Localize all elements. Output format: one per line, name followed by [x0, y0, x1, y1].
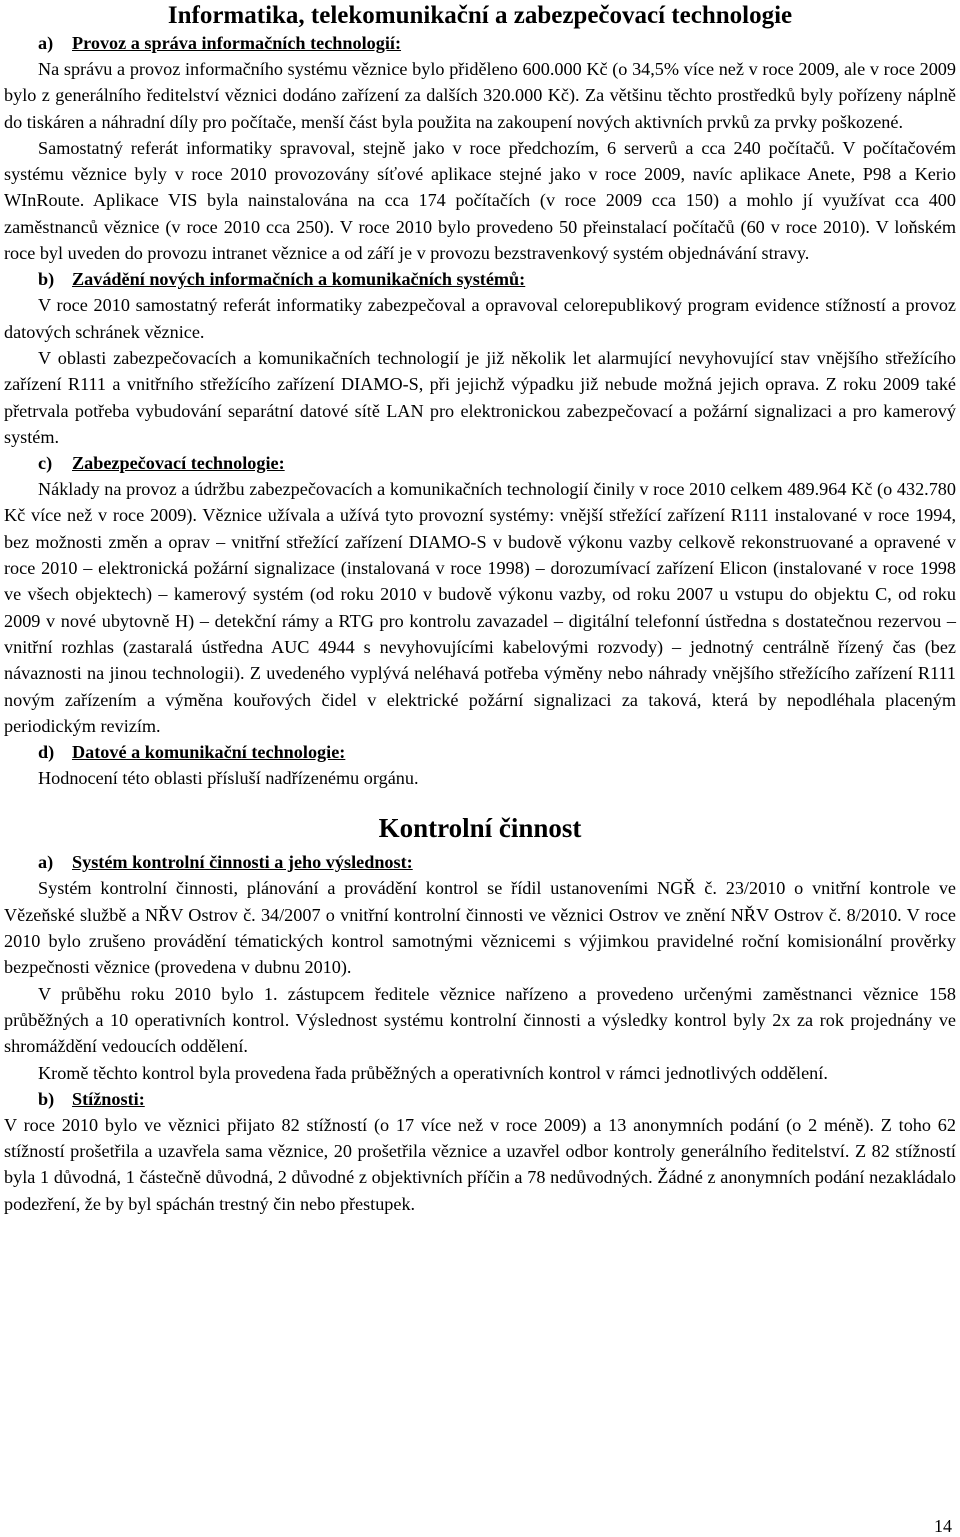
paragraph: V průběhu roku 2010 bylo 1. zástupcem ředitele věznice nařízeno a provedeno určenými zaměstnanci věznice 158 průběžných a 10 operativních kontrol. Výslednost systému kontrolní činnosti a výsledky kontrol byly 2x za rok projednány ve shromáždění vedoucích oddělení.: [4, 983, 956, 1057]
paragraph: Na správu a provoz informačního systému věznice bylo přiděleno 600.000 Kč (o 34,5% více než v roce 2009, ale v roce 2009 bylo z generálního ředitelství věznici dodáno zařízení za dalších 320.000 Kč). Za většinu těchto prostředků byly pořízeny náplně do tiskáren a náhradní díly pro počítače, menší část byla použita na zakoupení nových aktivních prvků za prvky poškozené.: [4, 59, 956, 132]
page-content: [4, 0, 956, 1217]
paragraph: Systém kontrolní činnosti, plánování a provádění kontrol se řídil ustanoveními NGŘ č. 23/2010 o vnitřní kontrole ve Vězeňské službě a NŘV Ostrov č. 34/2007 o vnitřní kontrolní činnosti ve věznici Ostrov ve znění NŘV Ostrov č. 8/2010. V roce 2010 bylo zrušeno provádění tématických kontrol samotnými věznicemi s výjimkou pravidelné roční komisionální prověrky bezpečnosti věznice (provedena v dubnu 2010).: [4, 878, 956, 978]
paragraph: Hodnocení této oblasti přísluší nadřízenému orgánu.: [38, 768, 419, 789]
subsection-heading-stiznosti: [4, 1086, 956, 1112]
subsection-title: Stížnosti:: [72, 1088, 145, 1109]
subsection-heading-provoz: [4, 30, 956, 56]
paragraph: Náklady na provoz a údržbu zabezpečovacích a komunikačních technologií činily v roce 2010 celkem 489.964 Kč (o 432.780 Kč více než v roce 2009). Věznice užívala a užívá tyto provozní systémy: vnější střežící zařízení R111 instalované v roce 1994, bez možnosti změn a oprav – vnitřní střežící zařízení DIAMO-S v budově výkonu vazby celkově rekonstruované a opravené v roce 2010 – elektronická požární signalizace (instalovaná v roce 1998) – dorozumívací zařízení Elicon (instalované v roce 1998 ve všech objektech) – kamerový systém (od roku 2010 v budově výkonu vazby, od roku 2007 u vstupu do objektu C, od roku 2009 v nové ubytovně H) – detekční rámy a RTG pro kontrolu zavazadel – digitální telefonní ústředna s dostatečnou rezervou – vnitřní rozhlas (zastaralá ústředna AUC 4944 s nevyhovujícími kabelovými rozvody) – jednotný centrálně řízený čas (bez návaznosti na jinou technologii). Z uvedeného vyplývá neléhavá potřeba výměny nebo náhrady vnějšího střežícího zařízení R111 novým zařízením a výměna kouřových čidel v elektrické požární signalizaci za taková, která by nepodléhala placeným periodickým revizím.: [4, 479, 956, 736]
section-title-informatika: Informatika, telekomunikační a zabezpečovací technologie: [167, 2, 793, 29]
subsection-heading-zavadeni: [4, 266, 956, 292]
subsection-title: Systém kontrolní činnosti a jeho výslednost:: [72, 852, 413, 873]
section-title-kontrolni: Kontrolní činnost: [378, 813, 582, 844]
paragraph: Kromě těchto kontrol byla provedena řada průběžných a operativních kontrol v rámci jednotlivých oddělení.: [38, 1062, 828, 1083]
paragraph: V roce 2010 samostatný referát informatiky zabezpečoval a opravoval celorepublikový program evidence stížností a provoz datových schránek věznice.: [4, 295, 956, 342]
subsection-label: b): [38, 269, 55, 290]
page-number: 14: [934, 1516, 952, 1536]
subsection-label: c): [38, 453, 53, 474]
paragraph: V roce 2010 bylo ve věznici přijato 82 stížností (o 17 více než v roce 2009) a 13 anonymních podání (o 2 méně). Z toho 62 stížností prošetřila a uzavřela sama věznice, 20 prošetřila věznice a uzavřel odbor kontroly generálního ředitelství. Z 82 stížností byla 1 důvodná, 1 částečně důvodná, 2 důvodné z objektivních příčin a 78 nedůvodných. Žádné z anonymních podání nezakládalo podezření, že by byl spáchán trestný čin nebo přestupek.: [4, 1114, 956, 1214]
subsection-title: Datové a komunikační technologie:: [72, 742, 346, 763]
subsection-heading-zabezpecovaci: [4, 450, 956, 476]
subsection-heading-system-kontrolni: [4, 849, 956, 875]
subsection-title: Provoz a správa informačních technologií:: [72, 33, 402, 53]
paragraph: Samostatný referát informatiky spravoval, stejně jako v roce předchozím, 6 serverů a cca 240 počítačů. V počítačovém systému věznice byly v roce 2010 provozovány síťové aplikace stejné jako v roce 2009, navíc aplikace Anete, P98 a Kerio WInRoute. Aplikace VIS byla nainstalována na cca 174 počítačích (v roce 2009 cca 150) a mohlo jí využívat cca 400 zaměstnanců věznice (v roce 2010 cca 250). V roce 2010 bylo provedeno 50 přeinstalací počítačů (60 v roce 2010). V loňském roce byl uveden do provozu intranet věznice a od září je v provozu bezstravenkový systém objednávání stravy.: [4, 137, 956, 264]
subsection-heading-datove: [4, 739, 956, 765]
subsection-label: a): [38, 852, 54, 873]
subsection-title: Zabezpečovací technologie:: [72, 453, 285, 474]
paragraph: V oblasti zabezpečovacích a komunikačních technologií je již několik let alarmující nevyhovující stav vnějšího střežícího zařízení R111 a vnitřního střežícího zařízení DIAMO-S, při jejichž výpadku již nebude možná jejich oprava. Z roku 2009 také přetrvala potřeba vybudování separátní datové sítě LAN pro elektronickou zabezpečovací a požární signalizaci a pro kamerový systém.: [4, 347, 956, 447]
subsection-label: b): [38, 1088, 55, 1109]
subsection-label: a): [38, 33, 54, 53]
subsection-title: Zavádění nových informačních a komunikačních systémů:: [72, 269, 526, 290]
subsection-label: d): [38, 742, 55, 763]
